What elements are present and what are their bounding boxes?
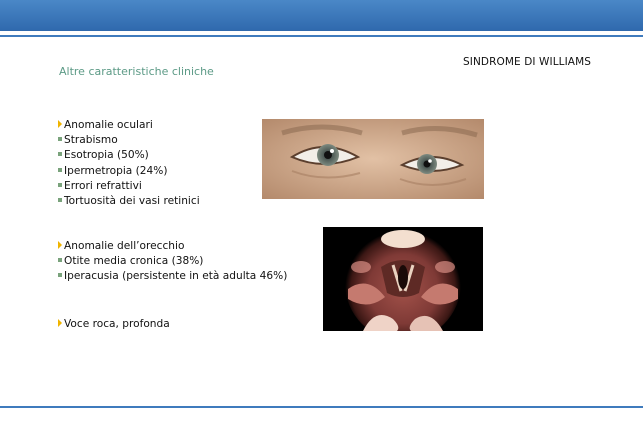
- arrow-bullet-icon: [58, 319, 62, 327]
- ear-heading: Anomalie dell’orecchio: [58, 239, 287, 254]
- ocular-list: [58, 118, 200, 209]
- list-item: Strabismo: [58, 133, 200, 148]
- larynx-illustration: [323, 227, 483, 331]
- square-bullet-icon: [58, 183, 62, 187]
- slide-title: SINDROME DI WILLIAMS: [463, 56, 591, 68]
- arrow-bullet-icon: [58, 120, 62, 128]
- square-bullet-icon: [58, 198, 62, 202]
- header-bar: [0, 0, 643, 31]
- arrow-bullet-icon: [58, 241, 62, 249]
- eyes-illustration: [262, 119, 484, 199]
- list-item: Otite media cronica (38%): [58, 254, 287, 269]
- square-bullet-icon: [58, 273, 62, 277]
- list-item: Tortuosità dei vasi retinici: [58, 194, 200, 209]
- list-item: Ipermetropia (24%): [58, 164, 200, 179]
- ocular-heading: Anomalie oculari: [58, 118, 200, 133]
- list-item: Errori refrattivi: [58, 179, 200, 194]
- list-item: Iperacusia (persistente in età adulta 46%): [58, 269, 287, 284]
- square-bullet-icon: [58, 168, 62, 172]
- list-item: Esotropia (50%): [58, 148, 200, 163]
- voice-list: [58, 317, 170, 332]
- square-bullet-icon: [58, 152, 62, 156]
- square-bullet-icon: [58, 137, 62, 141]
- header-divider: [0, 35, 643, 37]
- square-bullet-icon: [58, 258, 62, 262]
- throat-photo: [323, 227, 483, 331]
- voice-heading: Voce roca, profonda: [58, 317, 170, 332]
- footer-divider: [0, 406, 643, 408]
- ear-list: [58, 239, 287, 285]
- slide-subtitle: Altre caratteristiche cliniche: [59, 65, 214, 78]
- eyes-photo: [262, 119, 484, 199]
